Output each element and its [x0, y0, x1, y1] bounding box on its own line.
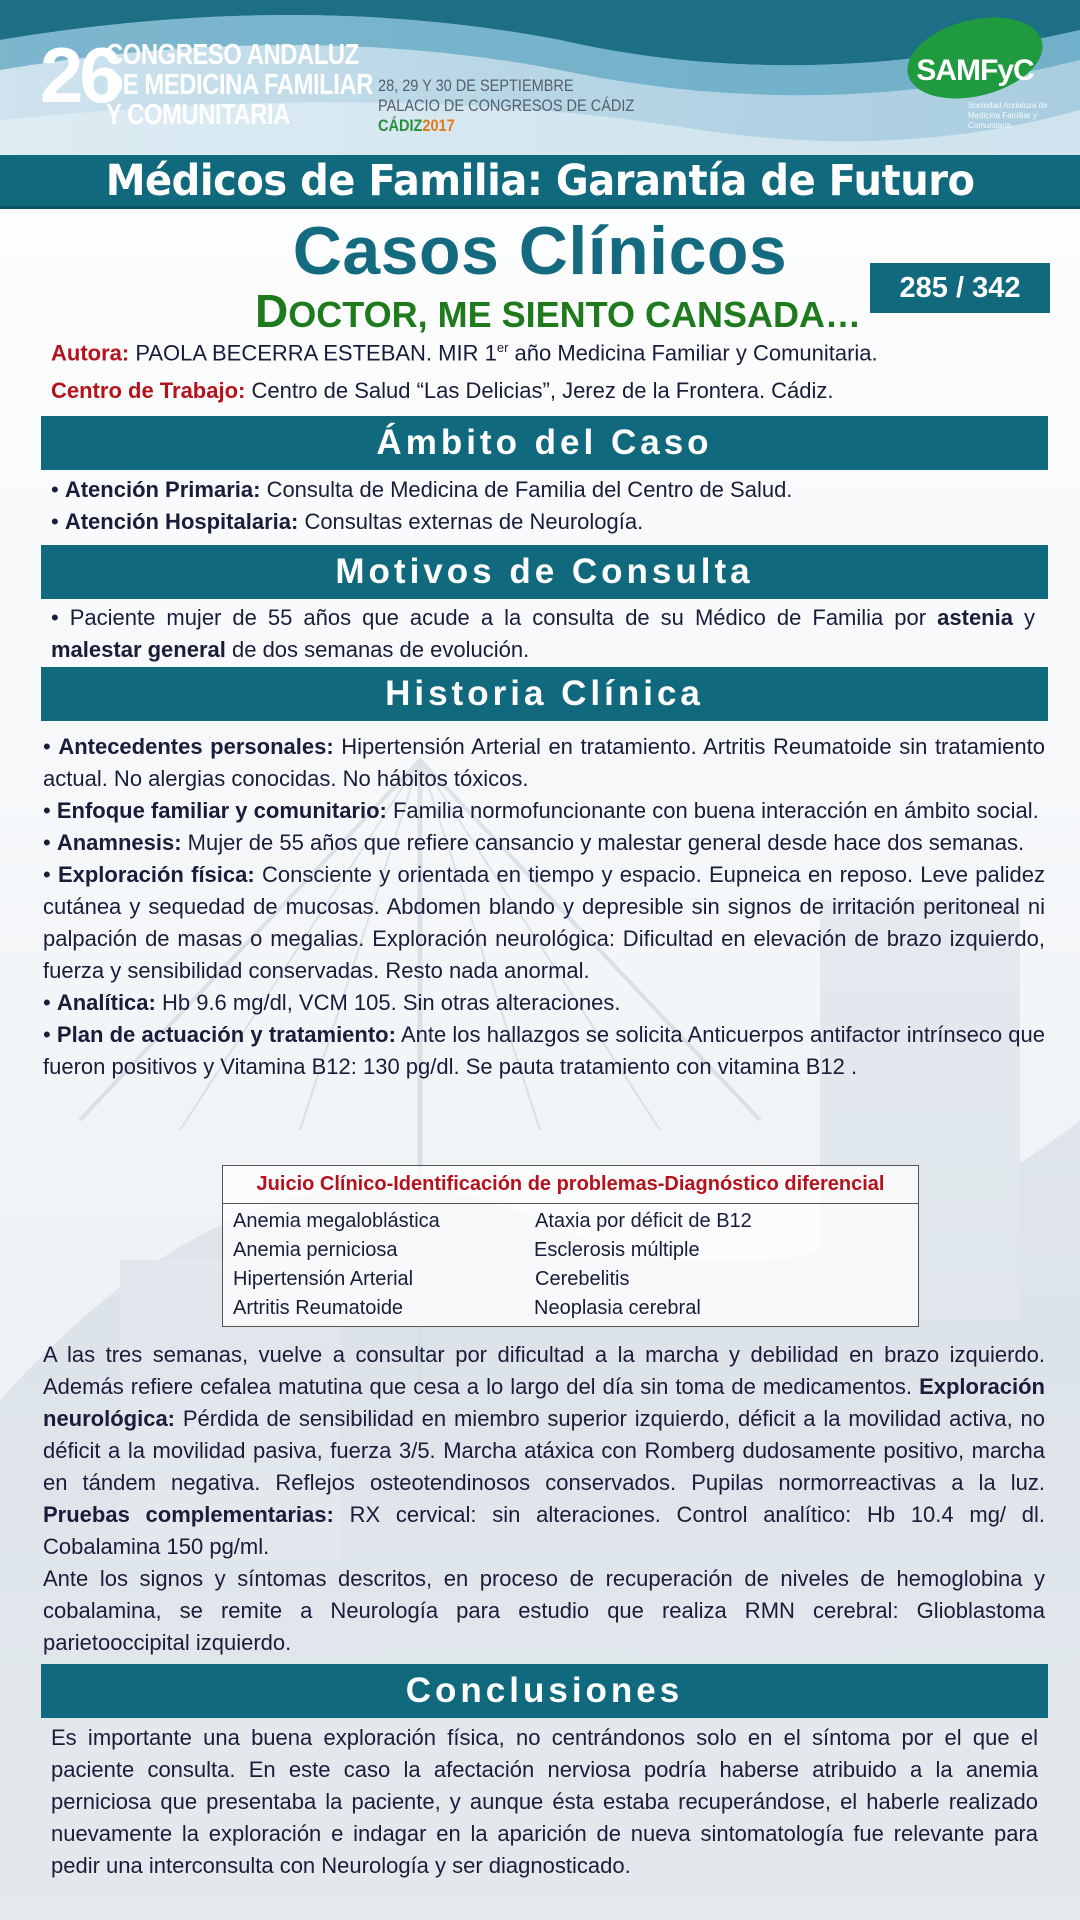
section-ambito-title: Ámbito del Caso: [376, 423, 713, 462]
section-motivos-title: Motivos de Consulta: [335, 552, 754, 591]
historia-item-label: Enfoque familiar y comunitario:: [56, 798, 387, 823]
congress-city: CÁDIZ: [378, 117, 423, 135]
historia-item: • Plan de actuación y tratamiento: Ante los hallazgos se solicita Anticuerpos antifactor intrínseco que fueron positivos y Vitamina B12: 130 pg/dl. Se pauta tratamiento con vitamina B12 .: [43, 1022, 1045, 1079]
section-historia-header: [41, 667, 1048, 721]
congress-city-year: [378, 116, 634, 136]
congress-title-line-1: CONGRESO ANDALUZ: [106, 39, 359, 71]
motivos-part: de dos semanas de evolución.: [225, 637, 530, 662]
ambito-item-label: Atención Primaria:: [64, 477, 261, 502]
diagnosis-left-item: Artritis Reumatoide: [233, 1297, 404, 1319]
ambito-item-text: Consultas externas de Neurología.: [304, 509, 644, 534]
diagnosis-table: [222, 1165, 919, 1327]
historia-list: [43, 731, 1045, 1083]
diagnosis-left-item: Anemia perniciosa: [233, 1239, 398, 1261]
author-superscript: er: [496, 340, 509, 355]
historia-item: • Exploración física: Consciente y orientada en tiempo y espacio. Eupneica en reposo. Leve palidez cutánea y sequedad de mucosas. Abdomen blando y depresible sin signos de irritación peritoneal ni palpación de masas o megalias. Exploración neurológica: Dificultad en elevación de brazo izquierdo, fuerza y sensibilidad conservadas. Resto nada anormal.: [43, 862, 1045, 983]
evolution-paragraph: Ante los signos y síntomas descritos, en proceso de recuperación de niveles de hemoglobina y cobalamina, se remite a Neurología para estudio que realiza RMN cerebral: Glioblastoma parietooccipital izquierdo.: [43, 1566, 1045, 1655]
evolution-bold: Pruebas complementarias:: [43, 1502, 334, 1527]
congress-year: 2017: [422, 117, 455, 135]
historia-item-text: Hipertensión Arterial en tratamiento. Artritis Reumatoide sin tratamiento actual. No alergias conocidas. No hábitos tóxicos.: [43, 734, 1045, 791]
ambito-item: • Atención Hospitalaria: Consultas externas de Neurología.: [51, 509, 644, 534]
diagnosis-right-item: Neoplasia cerebral: [534, 1297, 701, 1319]
historia-item-label: Plan de actuación y tratamiento:: [56, 1022, 396, 1047]
historia-item-label: Antecedentes personales:: [58, 734, 334, 759]
slogan-banner: [0, 155, 1080, 209]
workplace-line: [51, 378, 834, 404]
section-ambito-header: [41, 416, 1048, 470]
subtitle-rest: OCTOR, ME SIENTO CANSADA…: [288, 294, 861, 335]
page-counter-badge: 285 / 342: [870, 263, 1050, 313]
congress-dates: 28, 29 Y 30 DE SEPTIEMBRE: [378, 77, 574, 95]
workplace-label: Centro de Trabajo:: [51, 378, 246, 403]
congress-number: 26: [40, 31, 119, 119]
ambito-item-label: Atención Hospitalaria:: [64, 509, 299, 534]
evolution-bold: Exploración neurológica:: [43, 1374, 1045, 1431]
motivos-part: Paciente mujer de 55 años que acude a la consulta de su Médico de Familia por: [69, 605, 938, 630]
diagnosis-right-item: Ataxia por déficit de B12: [535, 1210, 752, 1232]
ambito-item: • Atención Primaria: Consulta de Medicina de Familia del Centro de Salud.: [51, 477, 793, 502]
congress-title-line-2: DE MEDICINA FAMILIAR: [106, 69, 374, 101]
historia-item-label: Exploración física:: [57, 862, 255, 887]
samfyc-logo-text: SAMFyC: [916, 54, 1034, 87]
historia-item-text: Ante los hallazgos se solicita Anticuerpos antifactor intrínseco que fueron positivos y Vitamina B12: 130 pg/dl. Se pauta tratamiento con vitamina B12 .: [43, 1022, 1045, 1079]
slogan-text: Médicos de Familia: Garantía de Futuro: [105, 155, 975, 206]
diagnosis-right-item: Esclerosis múltiple: [534, 1239, 700, 1261]
historia-item-label: Anamnesis:: [56, 830, 182, 855]
author-line: [51, 340, 878, 366]
diagnosis-table-title: Juicio Clínico-Identificación de problemas-Diagnóstico diferencial: [223, 1166, 918, 1204]
historia-item-text: Hb 9.6 mg/dl, VCM 105. Sin otras alteraciones.: [155, 990, 621, 1015]
section-conclusiones-title: Conclusiones: [405, 1671, 684, 1710]
workplace-value: Centro de Salud “Las Delicias”, Jerez de la Frontera. Cádiz.: [251, 378, 834, 403]
evolution-paragraph: [43, 1339, 1045, 1563]
subtitle-initial: D: [255, 285, 289, 337]
evolution-part: RX cervical: sin alteraciones. Control analítico: Hb 10.4 mg/ dl. Cobalamina 150 pg/ml.: [43, 1502, 1045, 1559]
evolution-part: Pérdida de sensibilidad en miembro superior izquierdo, déficit a la movilidad activa, no déficit a la movilidad pasiva, fuerza 3/5. Marcha atáxica con Romberg dudosamente positivo, marcha en tándem negativa. Reflejos osteotendinosos conservados. Pupilas normorreactivas a la luz.: [43, 1406, 1045, 1495]
historia-item: • Enfoque familiar y comunitario: Familia normofuncionante con buena interacción en ámbito social.: [43, 798, 1039, 823]
historia-item-text: Mujer de 55 años que refiere cansancio y malestar general desde hace dos semanas.: [181, 830, 1025, 855]
diagnosis-left-item: Anemia megaloblástica: [233, 1210, 440, 1232]
samfyc-logo-subtitle: Sociedad Andaluza de Medicina Familiar y Comunitaria: [968, 101, 1048, 130]
historia-item-text: Familia normofuncionante con buena interacción en ámbito social.: [386, 798, 1039, 823]
page-title: Casos Clínicos: [292, 213, 788, 289]
author-name: PAOLA BECERRA ESTEBAN. MIR 1: [135, 340, 497, 366]
motivos-text: • Paciente mujer de 55 años que acude a la consulta de su Médico de Familia por astenia y malestar general de dos semanas de evolución.: [51, 605, 1035, 662]
section-motivos-header: [41, 545, 1048, 599]
conclusion-text: Es importante una buena exploración física, no centrándonos solo en el síntoma por el que el paciente consulta. En este caso la afectación nerviosa podría haberse atribuido a la anemia perniciosa que presentaba la paciente, y aunque ésta estaba recuperándose, el haberle realizado nuevamente la exploración e indagar en la aparición de nueva sintomatología fue relevante para pedir una interconsulta con Neurología y ser diagnosticado.: [51, 1725, 1038, 1878]
evolution-text: [43, 1339, 1045, 1659]
section-conclusiones-header: [41, 1664, 1048, 1718]
historia-item: • Analítica: Hb 9.6 mg/dl, VCM 105. Sin otras alteraciones.: [43, 990, 621, 1015]
evolution-part: A las tres semanas, vuelve a consultar por dificultad a la marcha y debilidad en brazo izquierdo. Además refiere cefalea matutina que cesa a lo largo del día sin toma de medicamentos.: [43, 1342, 1045, 1399]
section-historia-title: Historia Clínica: [385, 674, 704, 713]
diagnosis-right-item: Cerebelitis: [535, 1268, 630, 1290]
motivos-bold: malestar general: [51, 637, 226, 662]
historia-item: • Antecedentes personales: Hipertensión Arterial en tratamiento. Artritis Reumatoide sin tratamiento actual. No alergias conocidas. No hábitos tóxicos.: [43, 734, 1045, 791]
congress-title-line-3: Y COMUNITARIA: [106, 99, 291, 131]
historia-item-text: Consciente y orientada en tiempo y espacio. Eupneica en reposo. Leve palidez cutánea y sequedad de mucosas. Abdomen blando y depresible sin signos de irritación peritoneal ni palpación de masas o megalias. Exploración neurológica: Dificultad en elevación de brazo izquierdo, fuerza y sensibilidad conservadas. Resto nada anormal.: [43, 862, 1045, 983]
diagnosis-left-item: Hipertensión Arterial: [233, 1268, 414, 1290]
motivos-bold: astenia: [937, 605, 1013, 630]
author-suffix: año Medicina Familiar y Comunitaria.: [508, 340, 878, 366]
congress-header: [0, 0, 1080, 155]
author-label: Autora:: [51, 340, 130, 366]
case-subtitle: [255, 284, 861, 338]
ambito-item-text: Consulta de Medicina de Familia del Centro de Salud.: [266, 477, 793, 502]
motivos-part: y: [1012, 605, 1035, 630]
historia-item: • Anamnesis: Mujer de 55 años que refiere cansancio y malestar general desde hace dos semanas.: [43, 830, 1025, 855]
historia-item-label: Analítica:: [56, 990, 156, 1015]
congress-venue: PALACIO DE CONGRESOS DE CÁDIZ: [378, 97, 635, 115]
congress-info: [378, 76, 634, 136]
